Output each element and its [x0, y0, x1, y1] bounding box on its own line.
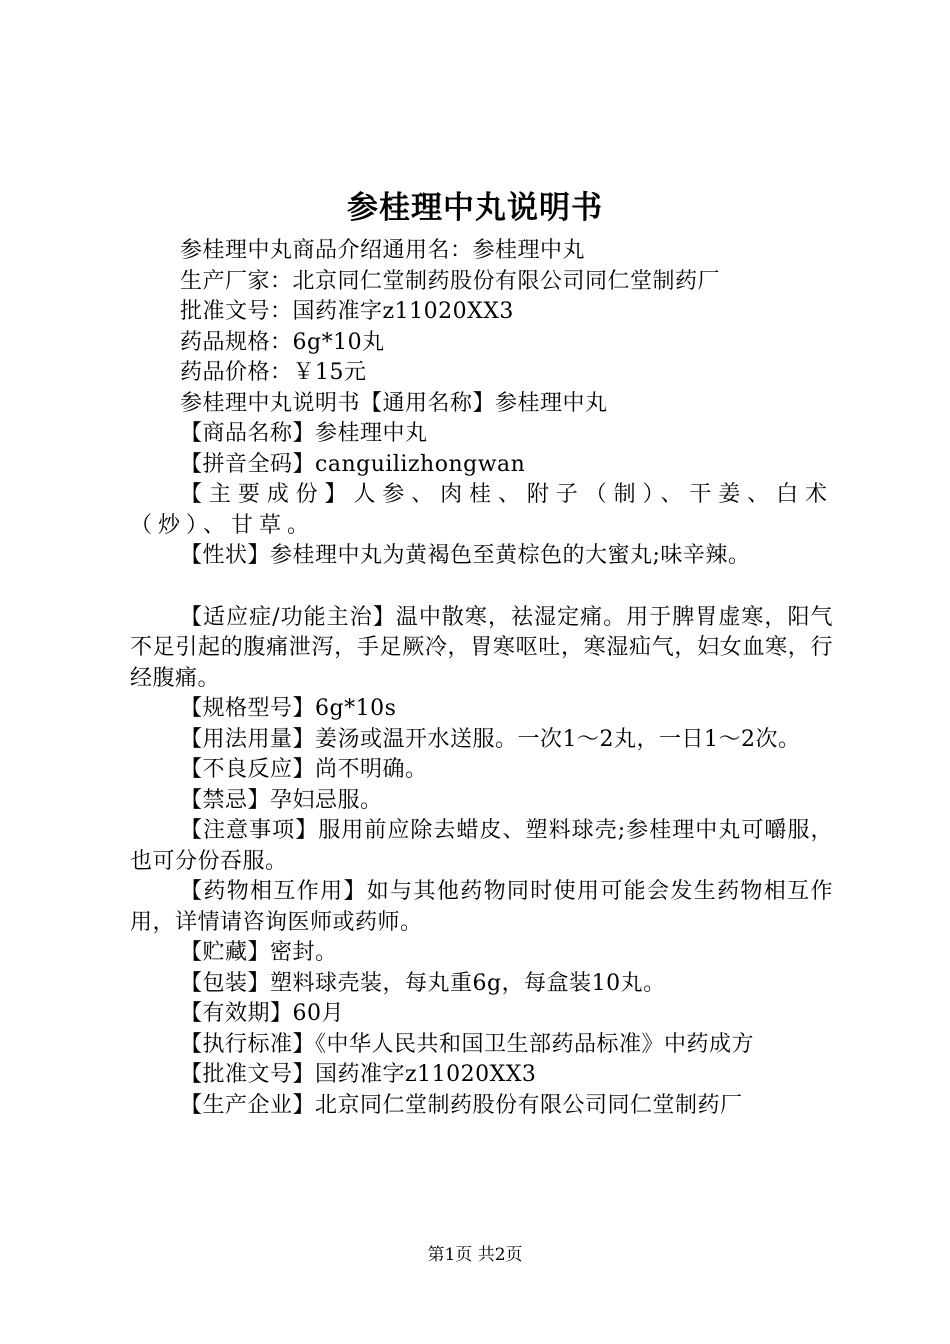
paragraph-intro: 参桂理中丸商品介绍通用名：参桂理中丸	[180, 238, 586, 263]
paragraph-adverse-reactions: 【不良反应】尚不明确。	[180, 757, 428, 782]
paragraph-packaging: 【包装】塑料球壳装，每丸重6g，每盒装10丸。	[180, 970, 666, 996]
paragraph-model: 【规格型号】6g*10s	[180, 696, 397, 721]
paragraph-specification: 药品规格：6g*10丸	[180, 329, 385, 355]
paragraph-pinyin: 【拼音全码】canguilizhongwan	[180, 451, 526, 477]
paragraph-contraindications: 【禁忌】孕妇忌服。	[180, 787, 383, 813]
paragraph-dosage: 【用法用量】姜汤或温开水送服。一次1～2丸，一日1～2次。	[180, 726, 801, 752]
page-footer: 第1页 共2页	[427, 1245, 523, 1265]
paragraph-producer: 【生产企业】北京同仁堂制药股份有限公司同仁堂制药厂	[180, 1092, 743, 1118]
paragraph-storage: 【贮藏】密封。	[180, 940, 338, 965]
paragraph-character: 【性状】参桂理中丸为黄褐色至黄棕色的大蜜丸;味辛辣。	[180, 543, 751, 568]
paragraph-precautions: 【注意事项】服用前应除去蜡皮、塑料球壳;参桂理中丸可嚼服，也可分份吞服。	[130, 818, 833, 874]
paragraph-indications: 【适应症/功能主治】温中散寒，祛湿定痛。用于脾胃虚寒，阳气不足引起的腹痛泄泻，手足厥冷，胃寒呕吐，寒湿疝气，妇女血寒，行经腹痛。	[130, 604, 833, 691]
paragraph-validity: 【有效期】60月	[180, 1001, 344, 1026]
paragraph-manufacturer: 生产厂家：北京同仁堂制药股份有限公司同仁堂制药厂	[180, 268, 721, 294]
paragraph-approval-number-2: 【批准文号】国药准字z11020XX3	[180, 1062, 537, 1087]
document-title: 参桂理中丸说明书	[347, 190, 603, 226]
paragraph-ingredients: 【主要成份】人参、肉桂、附子（制）、干姜、白术（炒）、甘草。	[130, 482, 833, 538]
paragraph-interactions: 【药物相互作用】如与其他药物同时使用可能会发生药物相互作用，详情请咨询医师或药师。	[130, 879, 833, 935]
document-body	[130, 236, 833, 1121]
paragraph-product-name: 【商品名称】参桂理中丸	[180, 421, 428, 446]
paragraph-generic-name: 参桂理中丸说明书【通用名称】参桂理中丸	[180, 390, 608, 416]
paragraph-approval-number: 批准文号：国药准字z11020XX3	[180, 299, 514, 324]
paragraph-standard: 【执行标准】《中华人民共和国卫生部药品标准》中药成方	[180, 1031, 755, 1057]
paragraph-price: 药品价格：￥15元	[180, 360, 367, 385]
